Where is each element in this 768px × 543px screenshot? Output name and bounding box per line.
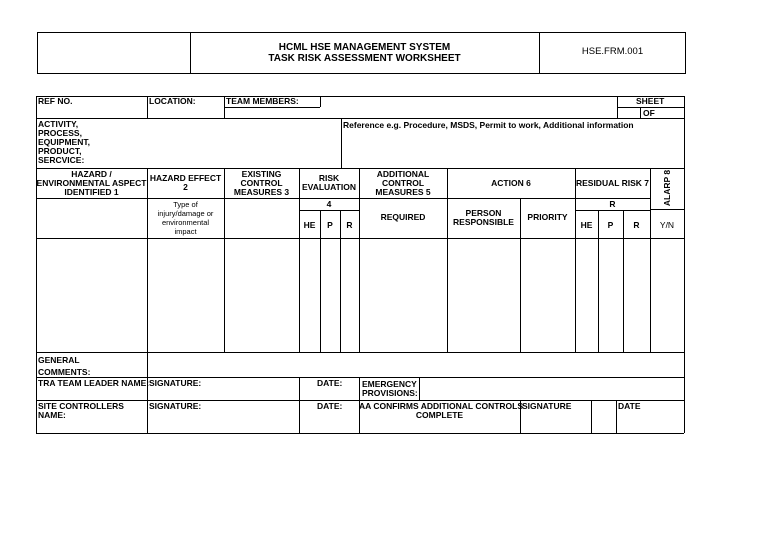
residual-risk-header: RESIDUAL RISK 7 [575, 178, 650, 188]
reference-label: Reference e.g. Procedure, MSDS, Permit to work, Additional information [343, 120, 634, 130]
table-border [36, 238, 684, 239]
form-title [190, 42, 539, 64]
of-label: OF [643, 108, 655, 118]
tra-date-label: DATE: [317, 378, 343, 388]
table-border [299, 377, 300, 433]
residual-rr: R [633, 220, 640, 230]
tra-signature-label: SIGNATURE: [149, 378, 202, 388]
aa-date-label: DATE [618, 401, 641, 411]
column-divider [447, 168, 448, 352]
yn-header: Y/N [659, 220, 675, 230]
residual-p: P [607, 220, 614, 230]
activity-label: ACTIVITY, PROCESS, EQUIPMENT, PRODUCT, SERCVICE: [38, 119, 90, 165]
table-border [640, 107, 641, 118]
residual-r: R [609, 199, 616, 209]
table-border [36, 96, 684, 97]
table-border [591, 400, 592, 433]
form-code: HSE.FRM.001 [581, 46, 644, 57]
table-border [320, 96, 321, 107]
table-border [36, 96, 37, 433]
priority-header: PRIORITY [527, 212, 568, 222]
table-border [147, 352, 148, 433]
column-divider [299, 168, 300, 352]
column-divider [650, 168, 651, 352]
table-border [36, 433, 684, 434]
table-border [36, 118, 684, 119]
hazard-header: HAZARD / ENVIRONMENTAL ASPECT IDENTIFIED 1 [36, 169, 147, 197]
table-border [224, 107, 320, 108]
table-border [684, 96, 685, 433]
site-signature-label: SIGNATURE: [149, 401, 202, 411]
table-border [36, 198, 650, 199]
tra-leader-label: TRA TEAM LEADER NAME: [38, 378, 150, 388]
residual-he: HE [580, 220, 593, 230]
table-border [616, 400, 617, 433]
sheet-label: SHEET [636, 96, 665, 106]
general-comments-label: GENERAL COMMENTS: [38, 355, 91, 377]
existing-controls-header: EXISTING CONTROL MEASURES 3 [233, 169, 290, 197]
table-border [341, 118, 342, 168]
table-border [419, 377, 420, 400]
action-header: ACTION 6 [491, 178, 531, 188]
title-line-2: TASK RISK ASSESSMENT WORKSHEET [268, 53, 461, 64]
column-divider [575, 168, 576, 352]
ref-no-label: REF NO. [38, 96, 73, 106]
table-border [147, 96, 148, 118]
required-header: REQUIRED [380, 212, 426, 222]
risk-he: HE [303, 220, 316, 230]
risk-number: 4 [326, 199, 332, 209]
column-divider [320, 210, 321, 352]
risk-r: R [346, 220, 353, 230]
site-controllers-label: SITE CONTROLLERS NAME: [38, 401, 124, 420]
column-divider [623, 210, 624, 352]
person-responsible-header: PERSON RESPONSIBLE [453, 208, 514, 227]
alarp-header: ALARP 8 [662, 169, 672, 207]
column-divider [340, 210, 341, 352]
location-label: LOCATION: [149, 96, 196, 106]
hazard-effect-note: Type of injury/damage or environmental impact [157, 200, 214, 236]
aa-signature-label: SIGNATURE [522, 401, 572, 411]
aa-confirms-label: AA CONFIRMS ADDITIONAL CONTROLS COMPLETE [359, 401, 524, 420]
site-date-label: DATE: [317, 401, 343, 411]
column-divider [598, 210, 599, 352]
risk-evaluation-header: RISK EVALUATION [302, 173, 356, 192]
risk-p: P [327, 220, 333, 230]
table-border [36, 352, 684, 353]
table-border [299, 210, 359, 211]
column-divider [147, 168, 148, 352]
title-line-1: HCML HSE MANAGEMENT SYSTEM [278, 42, 451, 53]
table-border [575, 210, 650, 211]
hazard-effect-header: HAZARD EFFECT 2 [149, 173, 222, 192]
team-members-label: TEAM MEMBERS: [226, 96, 299, 106]
table-border [36, 168, 684, 169]
additional-controls-header: ADDITIONAL CONTROL MEASURES 5 [375, 169, 431, 197]
emergency-label: EMERGENCY PROVISIONS: [362, 379, 418, 398]
